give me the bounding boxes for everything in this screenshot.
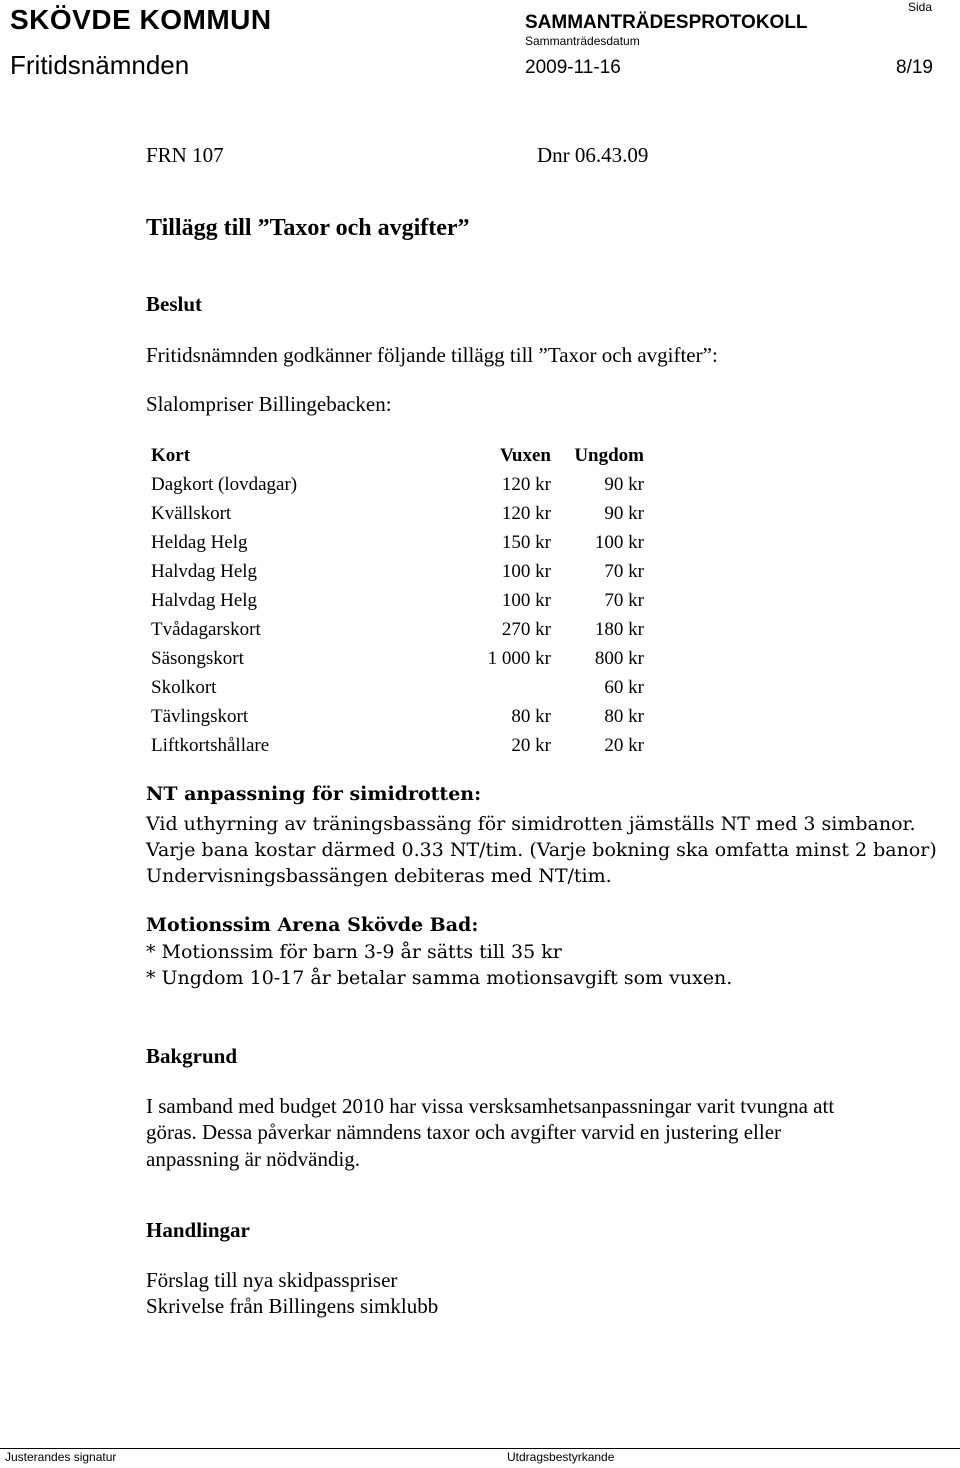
protocol-title: SAMMANTRÄDESPROTOKOLL xyxy=(525,12,808,33)
price-table xyxy=(146,441,644,760)
row-adult-price: 80 kr xyxy=(511,705,551,727)
handlingar-heading: Handlingar xyxy=(146,1218,250,1242)
col-header-adult: Vuxen xyxy=(499,444,551,466)
row-youth-price: 180 kr xyxy=(594,618,644,640)
table-row xyxy=(146,615,644,644)
row-name: Halvdag Helg xyxy=(151,560,258,582)
table-row xyxy=(146,586,644,615)
row-adult-price: 120 kr xyxy=(501,473,551,495)
row-adult-price: 100 kr xyxy=(501,560,551,582)
motionssim-heading: Motionssim Arena Skövde Bad: xyxy=(146,914,479,936)
bakgrund-line: göras. Dessa påverkar nämndens taxor och avgifter varvid en justering eller xyxy=(146,1120,782,1144)
case-number: FRN 107 xyxy=(146,143,224,167)
row-name: Dagkort (lovdagar) xyxy=(151,473,298,495)
row-youth-price: 90 kr xyxy=(604,502,644,524)
board-name: Fritidsnämnden xyxy=(10,50,190,80)
row-adult-price xyxy=(411,673,551,702)
org-logo-text: SKÖVDE KOMMUN xyxy=(10,4,272,35)
row-name: Säsongskort xyxy=(151,647,244,669)
price-table-header xyxy=(146,441,644,470)
diary-number: Dnr 06.43.09 xyxy=(537,143,649,167)
beslut-intro: Fritidsnämnden godkänner följande tillägg till ”Taxor och avgifter”: xyxy=(146,343,718,367)
row-youth-price: 60 kr xyxy=(604,676,644,698)
bakgrund-line: anpassning är nödvändig. xyxy=(146,1147,361,1171)
motionssim-line: * Ungdom 10-17 år betalar samma motionsavgift som vuxen. xyxy=(146,967,733,989)
row-adult-price: 20 kr xyxy=(511,734,551,756)
motionssim-line: * Motionssim för barn 3-9 år sätts till 35 kr xyxy=(146,941,562,963)
row-youth-price: 100 kr xyxy=(594,531,644,553)
page-number: 8/19 xyxy=(896,57,933,78)
row-youth-price: 20 kr xyxy=(604,734,644,756)
signature-label: Justerandes signatur xyxy=(5,1450,117,1464)
table-row xyxy=(146,528,644,557)
row-adult-price: 1 000 kr xyxy=(487,647,551,669)
row-youth-price: 70 kr xyxy=(604,560,644,582)
row-youth-price: 800 kr xyxy=(594,647,644,669)
row-adult-price: 120 kr xyxy=(501,502,551,524)
row-name: Heldag Helg xyxy=(151,531,248,553)
table-row xyxy=(146,644,644,673)
footer-divider xyxy=(0,1448,960,1449)
row-name: Liftkortshållare xyxy=(151,734,270,756)
row-adult-price: 100 kr xyxy=(501,589,551,611)
col-header-card: Kort xyxy=(151,444,191,466)
page-label: Sida xyxy=(908,0,933,14)
date-label: Sammanträdesdatum xyxy=(525,34,640,48)
nt-line: Undervisningsbassängen debiteras med NT/tim. xyxy=(146,865,612,887)
row-youth-price: 90 kr xyxy=(604,473,644,495)
row-name: Halvdag Helg xyxy=(151,589,258,611)
row-adult-price: 150 kr xyxy=(501,531,551,553)
row-adult-price: 270 kr xyxy=(501,618,551,640)
table-row xyxy=(146,731,644,760)
row-name: Kvällskort xyxy=(151,502,232,524)
col-header-youth: Ungdom xyxy=(574,444,644,466)
table-row xyxy=(146,499,644,528)
beslut-heading: Beslut xyxy=(146,292,203,316)
nt-line: Varje bana kostar därmed 0.33 NT/tim. (Varje bokning ska omfatta minst 2 banor) xyxy=(146,839,937,861)
table-row xyxy=(146,673,644,702)
row-youth-price: 80 kr xyxy=(604,705,644,727)
nt-line: Vid uthyrning av träningsbassäng för simidrotten jämställs NT med 3 simbanor. xyxy=(146,813,916,835)
bakgrund-line: I samband med budget 2010 har vissa versksamhetsanpassningar varit tvungna att xyxy=(146,1094,835,1118)
table-row xyxy=(146,702,644,731)
case-title: Tillägg till ”Taxor och avgifter” xyxy=(146,215,470,241)
bakgrund-heading: Bakgrund xyxy=(146,1044,238,1068)
row-name: Tvådagarskort xyxy=(151,618,261,640)
handlingar-item: Skrivelse från Billingens simklubb xyxy=(146,1294,439,1318)
row-youth-price: 70 kr xyxy=(604,589,644,611)
row-name: Tävlingskort xyxy=(151,705,249,727)
beslut-subheading: Slalompriser Billingebacken: xyxy=(146,392,392,416)
nt-heading: NT anpassning för simidrotten: xyxy=(146,783,482,805)
table-row xyxy=(146,470,644,499)
handlingar-item: Förslag till nya skidpasspriser xyxy=(146,1268,398,1292)
row-name: Skolkort xyxy=(151,676,217,698)
table-row xyxy=(146,557,644,586)
extract-label: Utdragsbestyrkande xyxy=(507,1450,615,1464)
meeting-date: 2009-11-16 xyxy=(525,57,621,78)
